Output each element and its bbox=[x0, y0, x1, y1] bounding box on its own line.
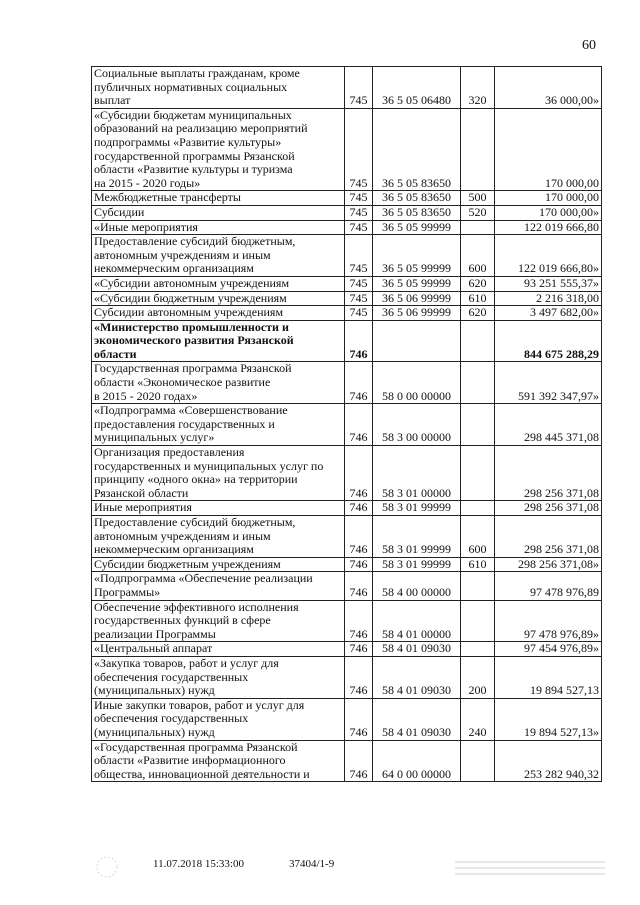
cell-department-code: 746 bbox=[345, 572, 373, 600]
table-row bbox=[92, 108, 602, 191]
cell-expense-type: 520 bbox=[461, 205, 495, 220]
cell-name: «Субсидии автономным учреждениям bbox=[92, 276, 345, 291]
cell-amount: 97 454 976,89» bbox=[495, 642, 602, 657]
table-row bbox=[92, 516, 602, 558]
cell-name: Социальные выплаты гражданам, кроме публичных нормативных социальных выплат bbox=[92, 67, 345, 109]
cell-expense-type: 200 bbox=[461, 656, 495, 698]
cell-expense-type bbox=[461, 362, 495, 404]
table-row bbox=[92, 276, 602, 291]
cell-amount: 19 894 527,13 bbox=[495, 656, 602, 698]
cell-department-code: 746 bbox=[345, 642, 373, 657]
cell-name: «Закупка товаров, работ и услуг для обеспечения государственных (муниципальных) нужд bbox=[92, 656, 345, 698]
cell-name: Субсидии автономным учреждениям bbox=[92, 306, 345, 321]
cell-amount: 2 216 318,00 bbox=[495, 291, 602, 306]
cell-target-article: 36 5 05 99999 bbox=[373, 220, 461, 235]
cell-target-article: 58 3 00 00000 bbox=[373, 404, 461, 446]
cell-department-code: 746 bbox=[345, 698, 373, 740]
cell-name: Предоставление субсидий бюджетным, автономным учреждениям и иным некоммерческим организациям bbox=[92, 516, 345, 558]
cell-department-code: 746 bbox=[345, 656, 373, 698]
table-row bbox=[92, 191, 602, 206]
table-row bbox=[92, 600, 602, 642]
cell-expense-type bbox=[461, 642, 495, 657]
cell-expense-type: 620 bbox=[461, 276, 495, 291]
cell-department-code: 746 bbox=[345, 516, 373, 558]
cell-expense-type bbox=[461, 572, 495, 600]
cell-amount: 591 392 347,97» bbox=[495, 362, 602, 404]
cell-name: «Субсидии бюджетным учреждениям bbox=[92, 291, 345, 306]
cell-expense-type bbox=[461, 108, 495, 191]
cell-department-code: 746 bbox=[345, 320, 373, 362]
cell-target-article: 36 5 05 99999 bbox=[373, 276, 461, 291]
cell-target-article: 36 5 05 83650 bbox=[373, 108, 461, 191]
cell-department-code: 746 bbox=[345, 501, 373, 516]
cell-amount: 3 497 682,00» bbox=[495, 306, 602, 321]
cell-expense-type: 320 bbox=[461, 67, 495, 109]
cell-target-article: 58 4 01 09030 bbox=[373, 656, 461, 698]
cell-amount: 170 000,00 bbox=[495, 191, 602, 206]
cell-expense-type: 620 bbox=[461, 306, 495, 321]
footer-document-code: 37404/1-9 bbox=[289, 858, 335, 870]
cell-target-article: 58 4 01 00000 bbox=[373, 600, 461, 642]
cell-amount: 170 000,00 bbox=[495, 108, 602, 191]
stamp-mark-left bbox=[95, 855, 120, 879]
cell-target-article: 58 0 00 00000 bbox=[373, 362, 461, 404]
cell-target-article: 58 3 01 99999 bbox=[373, 516, 461, 558]
budget-table-body bbox=[92, 67, 602, 782]
cell-department-code: 745 bbox=[345, 220, 373, 235]
cell-amount: 298 256 371,08 bbox=[495, 446, 602, 501]
cell-amount: 19 894 527,13» bbox=[495, 698, 602, 740]
cell-target-article: 58 3 01 00000 bbox=[373, 446, 461, 501]
table-row bbox=[92, 656, 602, 698]
cell-department-code: 746 bbox=[345, 600, 373, 642]
cell-target-article: 36 5 06 99999 bbox=[373, 306, 461, 321]
table-row bbox=[92, 446, 602, 501]
cell-target-article: 36 5 05 83650 bbox=[373, 191, 461, 206]
cell-department-code: 746 bbox=[345, 404, 373, 446]
cell-target-article: 36 5 06 99999 bbox=[373, 291, 461, 306]
cell-amount: 253 282 940,32 bbox=[495, 740, 602, 782]
table-row bbox=[92, 362, 602, 404]
cell-expense-type bbox=[461, 501, 495, 516]
cell-name: Иные мероприятия bbox=[92, 501, 345, 516]
cell-name: Предоставление субсидий бюджетным, автономным учреждениям и иным некоммерческим организациям bbox=[92, 235, 345, 277]
cell-amount: 122 019 666,80» bbox=[495, 235, 602, 277]
table-row bbox=[92, 501, 602, 516]
cell-name: Межбюджетные трансферты bbox=[92, 191, 345, 206]
cell-expense-type: 240 bbox=[461, 698, 495, 740]
cell-amount: 97 478 976,89 bbox=[495, 572, 602, 600]
cell-department-code: 745 bbox=[345, 108, 373, 191]
cell-expense-type bbox=[461, 446, 495, 501]
cell-name: «Подпрограмма «Совершенствование предоставления государственных и муниципальных услуг» bbox=[92, 404, 345, 446]
cell-amount: 170 000,00» bbox=[495, 205, 602, 220]
table-row bbox=[92, 291, 602, 306]
cell-amount: 298 445 371,08 bbox=[495, 404, 602, 446]
cell-name: «Иные мероприятия bbox=[92, 220, 345, 235]
table-row bbox=[92, 404, 602, 446]
cell-expense-type: 610 bbox=[461, 291, 495, 306]
page-number: 60 bbox=[582, 38, 596, 53]
cell-target-article bbox=[373, 320, 461, 362]
cell-target-article: 58 4 01 09030 bbox=[373, 642, 461, 657]
cell-expense-type: 610 bbox=[461, 557, 495, 572]
table-row bbox=[92, 572, 602, 600]
cell-expense-type bbox=[461, 404, 495, 446]
cell-amount: 298 256 371,08 bbox=[495, 516, 602, 558]
cell-name: Государственная программа Рязанской области «Экономическое развитие в 2015 - 2020 годах» bbox=[92, 362, 345, 404]
cell-department-code: 745 bbox=[345, 291, 373, 306]
table-row bbox=[92, 306, 602, 321]
cell-target-article: 36 5 05 83650 bbox=[373, 205, 461, 220]
cell-expense-type: 500 bbox=[461, 191, 495, 206]
budget-table bbox=[91, 66, 602, 782]
table-row bbox=[92, 220, 602, 235]
cell-name: Субсидии бюджетным учреждениям bbox=[92, 557, 345, 572]
cell-target-article: 58 3 01 99999 bbox=[373, 501, 461, 516]
cell-target-article: 64 0 00 00000 bbox=[373, 740, 461, 782]
table-row bbox=[92, 698, 602, 740]
table-row bbox=[92, 557, 602, 572]
cell-target-article: 58 4 00 00000 bbox=[373, 572, 461, 600]
cell-department-code: 746 bbox=[345, 446, 373, 501]
cell-expense-type bbox=[461, 600, 495, 642]
cell-amount: 36 000,00» bbox=[495, 67, 602, 109]
table-row bbox=[92, 67, 602, 109]
cell-name: Организация предоставления государственных и муниципальных услуг по принципу «одного окна» на территории Рязанской области bbox=[92, 446, 345, 501]
table-row bbox=[92, 740, 602, 782]
stamp-mark-right bbox=[455, 857, 605, 879]
cell-amount: 122 019 666,80 bbox=[495, 220, 602, 235]
cell-name: Обеспечение эффективного исполнения государственных функций в сфере реализации Программы bbox=[92, 600, 345, 642]
cell-name: «Субсидии бюджетам муниципальных образований на реализацию мероприятий подпрограммы «Развитие культуры» государственной программы Рязанской области «Развитие культуры и туризма на 2015 - 2020 годы» bbox=[92, 108, 345, 191]
cell-target-article: 58 4 01 09030 bbox=[373, 698, 461, 740]
cell-expense-type: 600 bbox=[461, 516, 495, 558]
cell-target-article: 36 5 05 99999 bbox=[373, 235, 461, 277]
cell-name: «Подпрограмма «Обеспечение реализации Программы» bbox=[92, 572, 345, 600]
cell-amount: 844 675 288,29 bbox=[495, 320, 602, 362]
cell-name: Иные закупки товаров, работ и услуг для обеспечения государственных (муниципальных) нужд bbox=[92, 698, 345, 740]
table-row bbox=[92, 205, 602, 220]
cell-target-article: 36 5 05 06480 bbox=[373, 67, 461, 109]
cell-target-article: 58 3 01 99999 bbox=[373, 557, 461, 572]
table-row bbox=[92, 235, 602, 277]
cell-department-code: 746 bbox=[345, 740, 373, 782]
cell-name: Субсидии bbox=[92, 205, 345, 220]
footer-timestamp: 11.07.2018 15:33:00 bbox=[153, 858, 244, 870]
cell-department-code: 745 bbox=[345, 306, 373, 321]
cell-name: «Центральный аппарат bbox=[92, 642, 345, 657]
cell-amount: 97 478 976,89» bbox=[495, 600, 602, 642]
cell-amount: 93 251 555,37» bbox=[495, 276, 602, 291]
cell-name: «Министерство промышленности и экономического развития Рязанской области bbox=[92, 320, 345, 362]
table-row bbox=[92, 642, 602, 657]
cell-department-code: 745 bbox=[345, 67, 373, 109]
cell-department-code: 745 bbox=[345, 205, 373, 220]
cell-department-code: 745 bbox=[345, 191, 373, 206]
cell-department-code: 745 bbox=[345, 276, 373, 291]
cell-amount: 298 256 371,08 bbox=[495, 501, 602, 516]
cell-expense-type: 600 bbox=[461, 235, 495, 277]
cell-name: «Государственная программа Рязанской области «Развитие информационного общества, инновационной деятельности и bbox=[92, 740, 345, 782]
table-row bbox=[92, 320, 602, 362]
cell-department-code: 746 bbox=[345, 557, 373, 572]
cell-department-code: 746 bbox=[345, 362, 373, 404]
cell-amount: 298 256 371,08» bbox=[495, 557, 602, 572]
cell-expense-type bbox=[461, 320, 495, 362]
cell-department-code: 745 bbox=[345, 235, 373, 277]
cell-expense-type bbox=[461, 740, 495, 782]
cell-expense-type bbox=[461, 220, 495, 235]
